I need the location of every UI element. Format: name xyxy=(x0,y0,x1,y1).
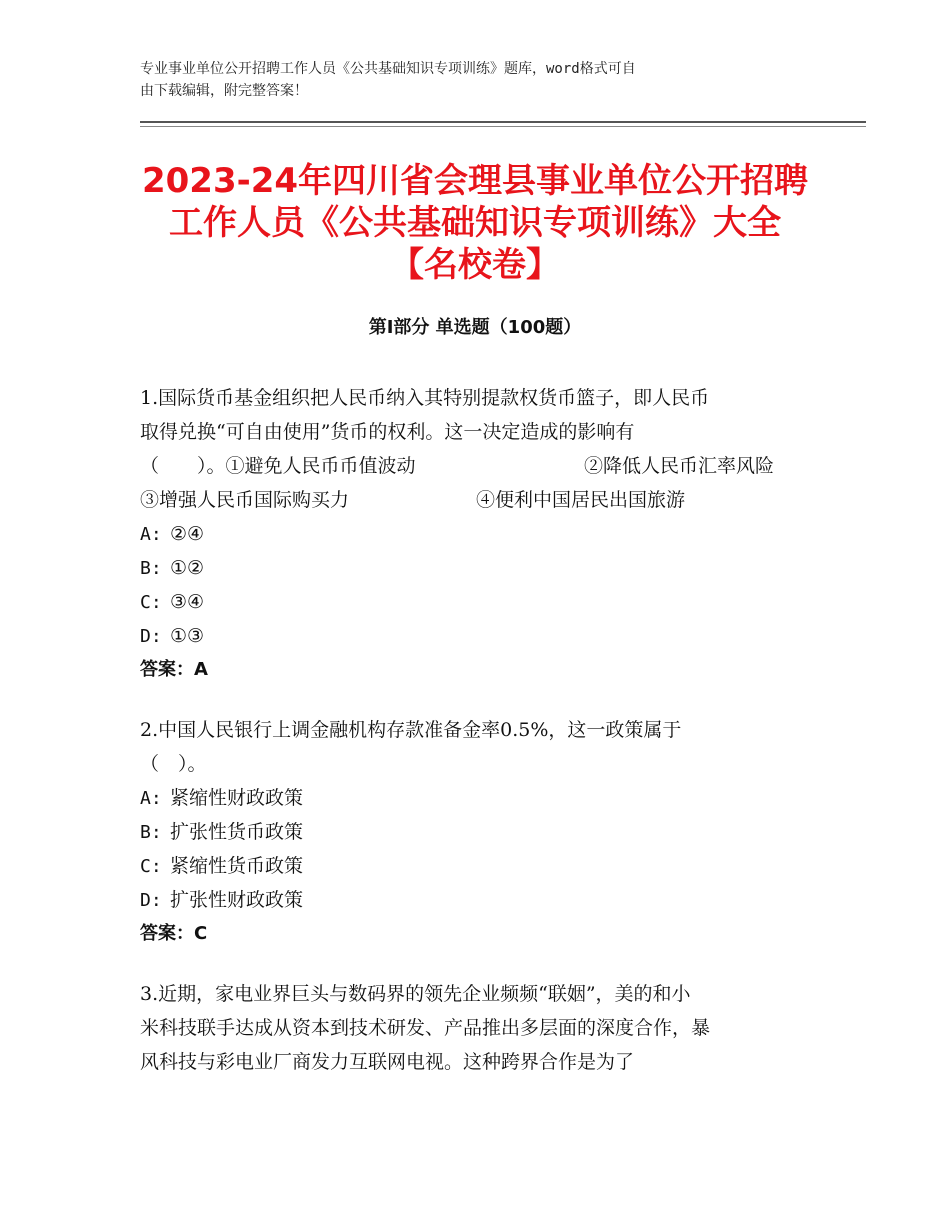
option-text: ①③ xyxy=(170,625,205,647)
question-1 xyxy=(140,381,810,687)
option-b xyxy=(140,815,810,849)
option-c xyxy=(140,849,810,883)
question-2 xyxy=(140,713,810,951)
question-3 xyxy=(140,977,810,1079)
option-a xyxy=(140,781,810,815)
option-text: 紧缩性财政政策 xyxy=(170,787,304,809)
question-stem-line: 2.中国人民银行上调金融机构存款准备金率0.5%，这一政策属于 xyxy=(140,719,682,741)
answer-line: 答案：A xyxy=(140,659,208,680)
statement-row xyxy=(140,449,810,483)
option-text: ①② xyxy=(170,557,205,579)
option-text: 扩张性货币政策 xyxy=(170,821,304,843)
option-text: 紧缩性货币政策 xyxy=(170,855,304,877)
header-rule-thin xyxy=(140,126,866,127)
option-a xyxy=(140,517,810,551)
document-title-line-3: 【名校卷】 xyxy=(390,245,560,285)
header-note-line-2: 由下载编辑，附完整答案！ xyxy=(140,83,308,99)
option-label: A: xyxy=(140,788,162,809)
option-text: ②④ xyxy=(170,523,205,545)
option-label: D: xyxy=(140,890,162,911)
document-title-line-2: 工作人员《公共基础知识专项训练》大全 xyxy=(169,203,781,243)
option-label: A: xyxy=(140,524,162,545)
question-stem-line: 风科技与彩电业厂商发力互联网电视。这种跨界合作是为了 xyxy=(140,1051,635,1073)
header-rule-thick xyxy=(140,121,866,123)
option-label: D: xyxy=(140,626,162,647)
option-text: 扩张性财政政策 xyxy=(170,889,304,911)
option-b xyxy=(140,551,810,585)
section-title: 第Ⅰ部分 单选题（100题） xyxy=(368,317,582,338)
option-d xyxy=(140,619,810,653)
statement-right: ④便利中国居民出国旅游 xyxy=(476,489,686,511)
question-stem-line: 3.近期，家电业界巨头与数码界的领先企业频频“联姻”，美的和小 xyxy=(140,983,691,1005)
document-title-line-1: 2023-24年四川省会理县事业单位公开招聘 xyxy=(141,161,809,201)
option-text: ③④ xyxy=(170,591,205,613)
statement-right: ②降低人民币汇率风险 xyxy=(584,455,775,477)
statement-left: ③增强人民币国际购买力 xyxy=(140,489,350,511)
statement-row xyxy=(140,483,810,517)
document-title xyxy=(130,160,820,286)
option-label: B: xyxy=(140,822,162,843)
option-label: B: xyxy=(140,558,162,579)
option-d xyxy=(140,883,810,917)
question-stem-line: 1.国际货币基金组织把人民币纳入其特别提款权货币篮子，即人民币 xyxy=(140,387,710,409)
option-label: C: xyxy=(140,592,162,613)
option-c xyxy=(140,585,810,619)
header-note-line-1: 专业事业单位公开招聘工作人员《公共基础知识专项训练》题库，word格式可自 xyxy=(140,61,636,77)
question-stem-line: 米科技联手达成从资本到技术研发、产品推出多层面的深度合作，暴 xyxy=(140,1017,711,1039)
question-list xyxy=(140,381,810,1105)
answer-line: 答案：C xyxy=(140,923,208,944)
statement-left: （ ）。①避免人民币币值波动 xyxy=(140,455,416,477)
option-label: C: xyxy=(140,856,162,877)
question-stem-line: （ ）。 xyxy=(140,753,207,775)
question-stem-line: 取得兑换“可自由使用”货币的权利。这一决定造成的影响有 xyxy=(140,421,635,443)
header-note xyxy=(140,58,820,102)
